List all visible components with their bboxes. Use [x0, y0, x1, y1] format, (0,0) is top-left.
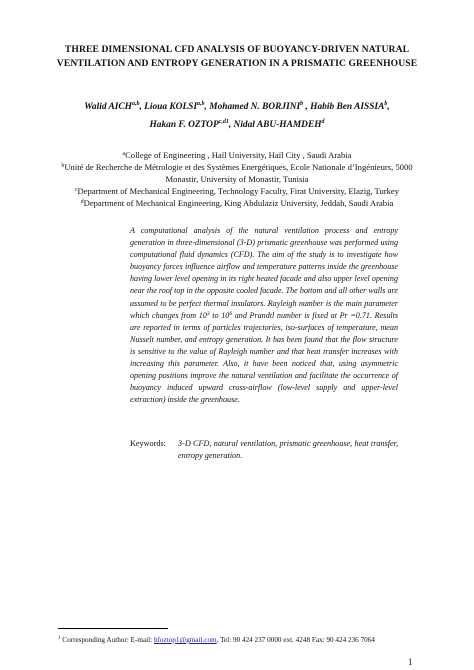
title-line-2: VENTILATION AND ENTROPY GENERATION IN A PRISMATIC GREENHOUSE [56, 58, 418, 69]
author-affil-sup: c,d1 [218, 119, 229, 125]
footnote [58, 635, 438, 645]
affiliation-b-cont: Monastir, University of Monastir, Tunisia [165, 174, 309, 184]
author-separator: , [139, 102, 145, 112]
affiliation-sup: d [80, 199, 84, 205]
author-line-2 [40, 116, 434, 134]
author-affil-sup: a,b [131, 101, 140, 107]
affiliation-text: Unité de Recherche de Métrologie et des Systèmes Energétiques, Ecole Nationale d’Ingénieurs, 5000 [64, 162, 413, 172]
author-list [40, 98, 434, 134]
author-name: Lioua KOLSI [144, 102, 198, 112]
author-separator: , [204, 102, 210, 112]
affiliation-text: Department of Mechanical Engineering, Technology Faculty, Firat University, Elazig, Turkey [77, 186, 400, 196]
affiliation-c [48, 185, 426, 197]
author-name: Nidal ABU-HAMDEH [233, 120, 322, 130]
paper-title [40, 43, 434, 71]
affiliation-a [48, 149, 426, 161]
affiliation-b [48, 161, 426, 173]
author-name: Walid AICH [84, 102, 132, 112]
author-affil-sup: b [300, 101, 304, 107]
abstract-text: and Prandtl number is fixed at Pr =0.71. Results are reported in terms of particles trajectories, iso-surfaces of temperature, mean Nusselt number, and entropy generation. It has been found that the flow structure is sensitive to the value of Rayleigh number and that heat transfer increases with increasing this parameter. Also, it have been noticed that, using asymmetric opening positions improve the natural ventilation and facilitate the occurrence of buoyancy induced upward cross-airflow (low-level supply and upper-level extraction) inside the greenhouse. [130, 310, 399, 405]
page-number: 1 [408, 657, 413, 667]
footnote-prefix: Corresponding Author: E-mail: [60, 636, 154, 644]
keywords-text: 3-D CFD, natural ventilation, prismatic greenhouse, heat transfer, entropy generation. [178, 439, 398, 460]
affiliation-sup: c [74, 187, 78, 193]
keywords [130, 438, 398, 462]
author-line-1 [40, 98, 434, 116]
author-separator: , [303, 102, 311, 112]
author-name: Habib Ben AISSIA [310, 102, 385, 112]
title-line-1: THREE DIMENSIONAL CFD ANALYSIS OF BUOYANCY-DRIVEN NATURAL [64, 44, 410, 55]
author-name: Mohamed N. BORJINI [209, 102, 301, 112]
author-name: Hakan F. OZTOP [149, 120, 219, 130]
affiliation-sup: b [61, 163, 65, 169]
affiliation-sup: a [122, 151, 126, 157]
abstract-text: A computational analysis of the natural ventilation process and entropy generation in three-dimensional (3-D) prismatic greenhouse was performed using computational fluid dynamics (CFD). The aim of the study is to investigate how buoyancy forces influence airflow and temperature patterns inside the greenhouse having lower level opening in its right heated facade and also upper level opening near the roof top in the opposite cooled facade. The bottom and all other walls are assumed to be perfect thermal insulators. Rayleigh number is the main parameter which changes from 10 [130, 226, 398, 320]
affiliation-d [48, 197, 426, 209]
keywords-label: Keywords: [130, 439, 166, 448]
author-affil-sup: a,b [197, 101, 205, 107]
affiliation-text: College of Engineering , Haïl University, Haïl City , Saudi Arabia [125, 150, 352, 160]
affiliations [48, 149, 426, 209]
abstract-exponent: 6 [229, 310, 233, 317]
author-affil-sup: b [384, 101, 388, 107]
footnote-marker: 1 [58, 636, 61, 641]
footnote-suffix: , Tel: 90 424 237 0000 ext. 4248 Fax: 90 424 236 7064 [216, 636, 375, 644]
footnote-email-link[interactable]: hfoztop1@gmail.com [153, 636, 217, 644]
author-affil-sup: d [321, 119, 325, 125]
abstract-text: to 10 [209, 310, 230, 320]
abstract [130, 225, 398, 406]
author-separator: , [387, 102, 390, 112]
affiliation-text: Department of Mechanical Engineering, King Abdulaziz University, Jeddah, Saudi Arabia [83, 198, 394, 208]
abstract-exponent: 3 [206, 310, 210, 317]
author-separator: , [228, 120, 234, 130]
footnote-rule [58, 628, 168, 629]
